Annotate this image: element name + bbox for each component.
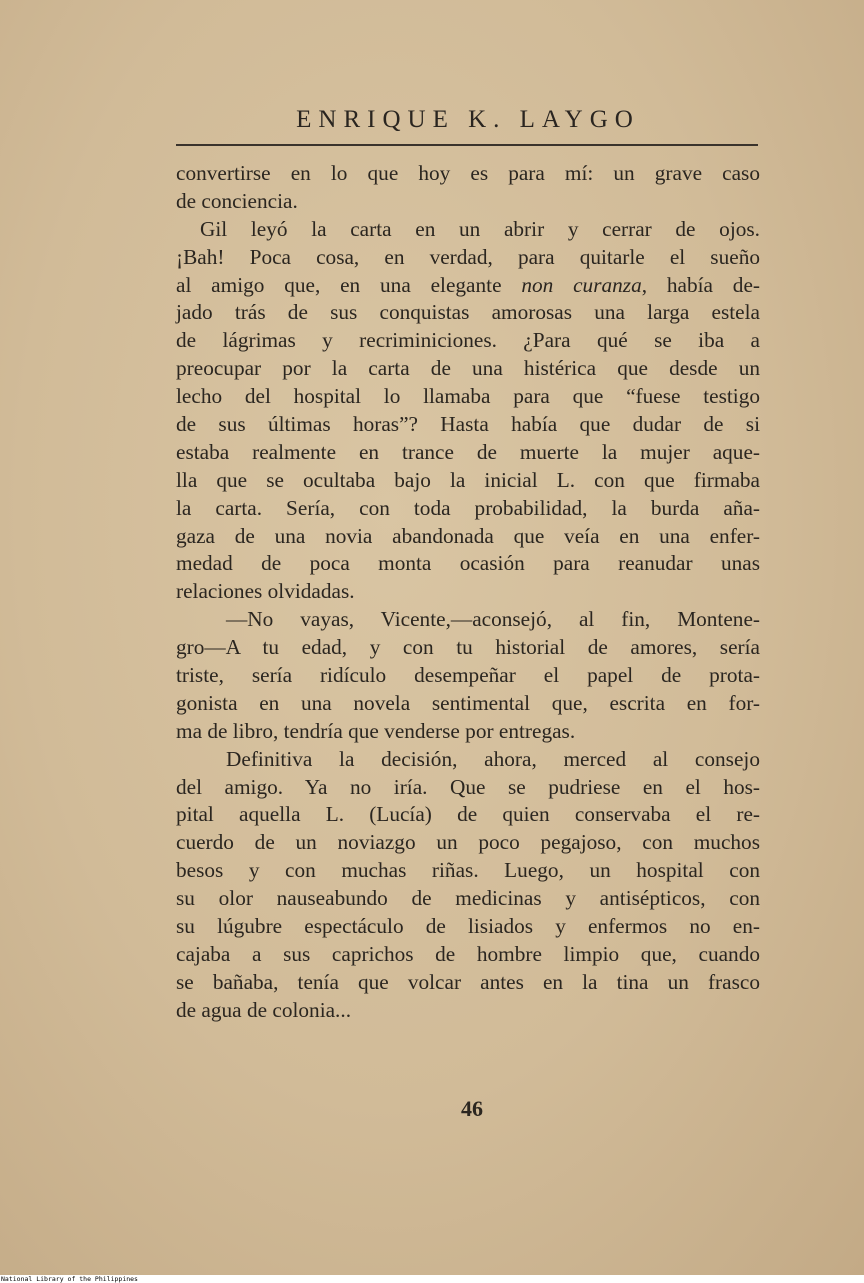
page-number: 46 <box>461 1096 483 1121</box>
text-line: del amigo. Ya no iría. Que se pudriese en el hos- <box>176 774 760 799</box>
text-line: al amigo que, en una elegante non curanza, había de- <box>176 272 760 297</box>
text-line: pital aquella L. (Lucía) de quien conservaba el re- <box>176 802 760 827</box>
text-line: cajaba a sus caprichos de hombre limpio que, cuando <box>176 941 760 966</box>
running-header: ENRIQUE K. LAYGO <box>296 106 640 133</box>
text-line: lla que se ocultaba bajo la inicial L. con que firmaba <box>176 467 760 492</box>
text-line: relaciones olvidadas. <box>176 579 355 604</box>
body-text <box>176 160 760 1025</box>
text-line: gaza de una novia abandonada que veía en una enfer- <box>176 523 760 548</box>
text-line: de lágrimas y recriminiciones. ¿Para qué se iba a <box>176 328 760 353</box>
text-line: su olor nauseabundo de medicinas y antisépticos, con <box>176 886 760 911</box>
text-line: gro—A tu edad, y con tu historial de amores, sería <box>176 635 760 660</box>
text-line: triste, sería ridículo desempeñar el papel de prota- <box>176 663 760 688</box>
text-line: ma de libro, tendría que venderse por entregas. <box>176 718 576 743</box>
text-line: medad de poca monta ocasión para reanudar unas <box>176 551 760 576</box>
text-line: —No vayas, Vicente,—aconsejó, al fin, Montene- <box>226 607 760 632</box>
text-line: Definitiva la decisión, ahora, merced al consejo <box>226 746 760 771</box>
text-line: gonista en una novela sentimental que, escrita en for- <box>176 690 760 715</box>
text-line: besos y con muchas riñas. Luego, un hospital con <box>176 858 760 883</box>
text-line: jado trás de sus conquistas amorosas una larga estela <box>176 300 760 325</box>
text-line: la carta. Sería, con toda probabilidad, la burda aña- <box>176 495 760 520</box>
text-line: se bañaba, tenía que volcar antes en la tina un frasco <box>176 969 760 994</box>
italic-phrase: non curanza <box>521 272 642 297</box>
text-line: preocupar por la carta de una histérica que desde un <box>176 356 760 381</box>
text-line: estaba realmente en trance de muerte la mujer aque- <box>176 439 760 464</box>
text-line: Gil leyó la carta en un abrir y cerrar de ojos. <box>200 216 760 241</box>
text-line: de conciencia. <box>176 188 298 213</box>
text-line: cuerdo de un noviazgo un poco pegajoso, con muchos <box>176 830 760 855</box>
text-line: lecho del hospital lo llamaba para que “fuese testigo <box>176 384 760 409</box>
header-rule <box>176 144 758 146</box>
text-line: de sus últimas horas”? Hasta había que dudar de si <box>176 412 760 437</box>
text-line: convertirse en lo que hoy es para mí: un grave caso <box>176 161 760 185</box>
text-line: de agua de colonia... <box>176 997 352 1022</box>
footer-credit: National Library of the Philippines <box>1 1275 138 1283</box>
text-line: ¡Bah! Poca cosa, en verdad, para quitarle el sueño <box>176 244 760 269</box>
text-line: su lúgubre espectáculo de lisiados y enfermos no en- <box>176 914 760 939</box>
